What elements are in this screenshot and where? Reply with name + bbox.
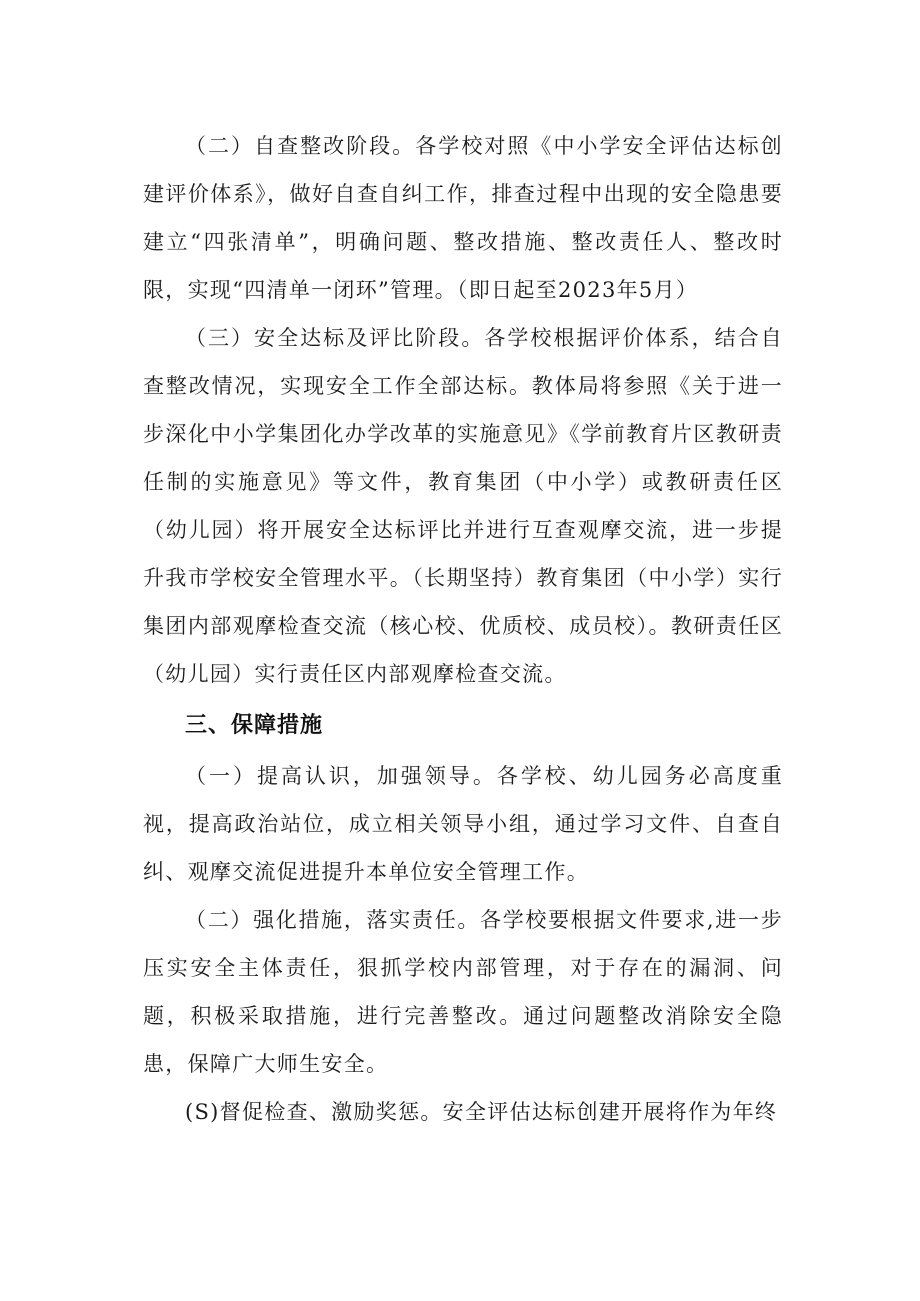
paragraph-self-inspection: （二）自查整改阶段。各学校对照《中小学安全评估达标创建评价体系》，做好自查自纠工作，排查过程中出现的安全隐患要建立“四张清单”，明确问题、整改措施、整改责任人、整改时限，实现“四清单一闭环”管理。（即日起至2023年5月） <box>143 134 783 302</box>
section-heading-safeguards: 三、保障措施 <box>185 713 324 738</box>
paragraph-measure-leadership: （一）提高认识，加强领导。各学校、幼儿园务必高度重视，提高政治站位，成立相关领导小组，通过学习文件、自查自纠、观摩交流促进提升本单位安全管理工作。 <box>143 764 783 884</box>
paragraph-compliance-evaluation: （三）安全达标及评比阶段。各学校根据评价体系，结合自查整改情况，实现安全工作全部达标。教体局将参照《关于进一步深化中小学集团化办学改革的实施意见》《学前教育片区教研责任制的实施意见》等文件，教育集团（中小学）或教研责任区（幼儿园）将开展安全达标评比并进行互查观摩交流，进一步提升我市学校安全管理水平。（长期坚持）教育集团（中小学）实行集团内部观摩检查交流（核心校、优质校、成员校）。教研责任区（幼儿园）实行责任区内部观摩检查交流。 <box>143 326 783 686</box>
paragraph-measure-responsibility: （二）强化措施，落实责任。各学校要根据文件要求,进一步压实安全主体责任，狠抓学校内部管理，对于存在的漏洞、问题，积极采取措施，进行完善整改。通过问题整改消除安全隐患，保障广大师生安全。 <box>143 908 783 1076</box>
paragraph-measure-inspection: (S)督促检查、激励奖惩。安全评估达标创建开展将作为年终 <box>185 1100 778 1124</box>
